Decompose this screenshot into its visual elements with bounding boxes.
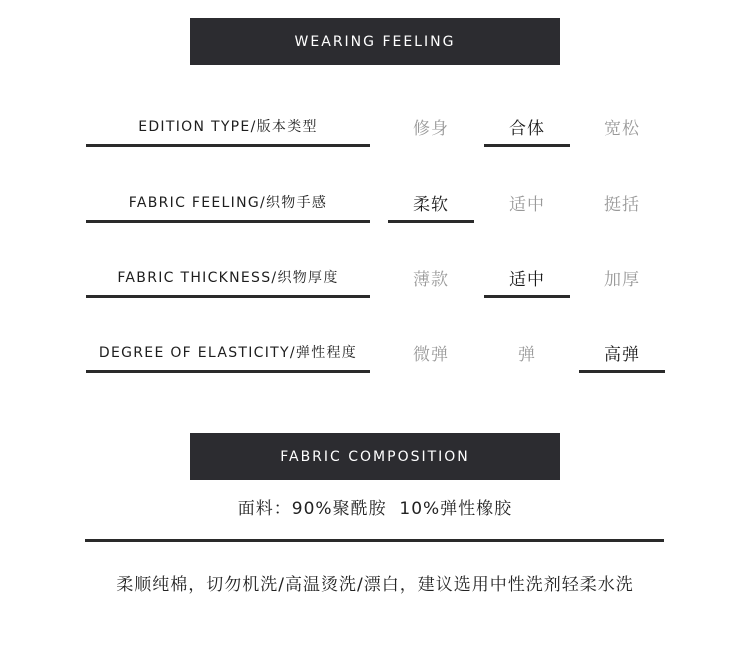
attribute-option: 修身	[413, 119, 449, 139]
attribute-option: 挺括	[604, 195, 640, 215]
attribute-option: 微弹	[413, 345, 449, 365]
attribute-row-fabric-thickness	[0, 261, 750, 321]
attribute-option-selected: 适中	[484, 265, 570, 290]
composition-text: 面料：90%聚酰胺 10%弹性橡胶	[237, 499, 513, 519]
label-underline	[86, 295, 370, 298]
wearing-feeling-title: WEARING FEELING	[294, 33, 456, 50]
care-instructions: 柔顺纯棉，切勿机洗/高温烫洗/漂白，建议选用中性洗剂轻柔水洗	[116, 575, 634, 595]
attribute-option: 宽松	[604, 119, 640, 139]
attribute-option: 加厚	[604, 270, 640, 290]
fabric-composition-banner	[190, 433, 560, 480]
attribute-label: FABRIC THICKNESS/织物厚度	[117, 270, 339, 286]
label-underline	[86, 144, 370, 147]
section-divider	[85, 539, 664, 542]
attribute-option: 适中	[509, 195, 545, 215]
label-underline	[86, 220, 370, 223]
attribute-option-selected: 柔软	[388, 190, 474, 215]
attribute-label: EDITION TYPE/版本类型	[138, 119, 318, 135]
label-underline	[86, 370, 370, 373]
attribute-option-selected: 合体	[484, 114, 570, 139]
attribute-row-elasticity	[0, 336, 750, 396]
attribute-row-fabric-feeling	[0, 186, 750, 246]
attribute-label: DEGREE OF ELASTICITY/弹性程度	[98, 345, 358, 361]
wearing-feeling-banner	[190, 18, 560, 65]
attribute-option-selected: 高弹	[579, 340, 665, 365]
attribute-row-edition-type	[0, 110, 750, 170]
attribute-option: 薄款	[413, 270, 449, 290]
attribute-option: 弹	[518, 345, 536, 365]
fabric-composition-title: FABRIC COMPOSITION	[280, 448, 470, 465]
attribute-label: FABRIC FEELING/织物手感	[128, 195, 328, 211]
